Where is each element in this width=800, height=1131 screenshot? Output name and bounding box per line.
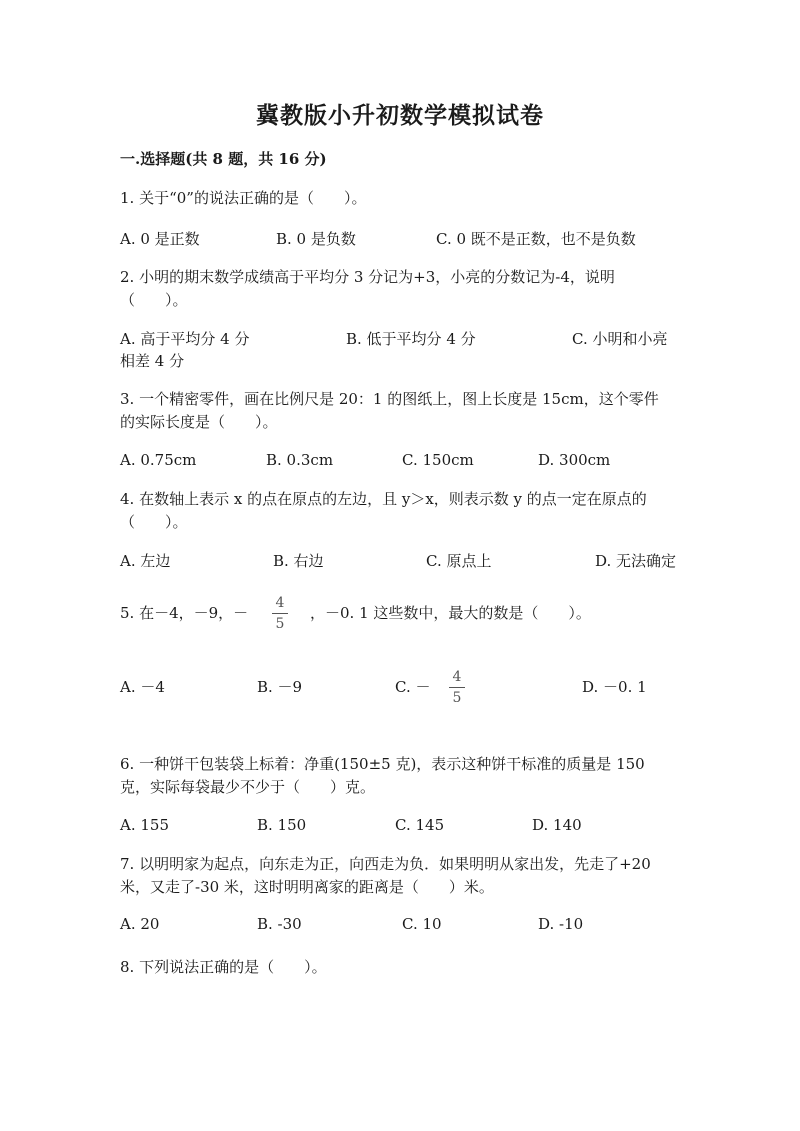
question-7-option-b: B. -30	[257, 915, 302, 933]
question-5-stem-part-2: ，－0. 1 这些数中，最大的数是（ ）。	[310, 604, 591, 622]
question-8-stem: 8. 下列说法正确的是（ ）。	[120, 958, 327, 976]
question-4-option-a: A. 左边	[120, 552, 171, 570]
question-5-option-d: D. －0. 1	[582, 678, 647, 696]
question-4-stem-line-1: 4. 在数轴上表示 x 的点在原点的左边，且 y＞x，则表示数 y 的点一定在原点的	[120, 490, 647, 508]
question-7-stem-line-2: 米，又走了-30 米，这时明明离家的距离是（ ）米。	[120, 878, 494, 896]
fraction-numerator: 4	[275, 595, 285, 611]
question-3-option-d: D. 300cm	[538, 451, 611, 469]
question-6-option-c: C. 145	[395, 816, 445, 834]
question-2-option-c: C. 小明和小亮	[572, 330, 668, 348]
question-6-option-a: A. 155	[120, 816, 169, 834]
question-4-option-b: B. 右边	[273, 552, 324, 570]
question-2-stem-line-2: （ ）。	[120, 291, 188, 309]
question-5-option-c-fraction	[445, 668, 469, 707]
question-5-option-c: C. －	[395, 678, 431, 696]
fraction-denominator: 5	[275, 616, 285, 632]
page-title: 冀教版小升初数学模拟试卷	[256, 102, 544, 129]
question-6-option-d: D. 140	[532, 816, 582, 834]
question-5-option-a: A. －4	[120, 678, 165, 696]
question-2-stem-line-1: 2. 小明的期末数学成绩高于平均分 3 分记为+3，小亮的分数记为-4，说明	[120, 268, 615, 286]
question-2-option-a: A. 高于平均分 4 分	[120, 330, 250, 348]
question-2-option-c-continued: 相差 4 分	[120, 352, 185, 370]
question-6-stem-line-1: 6. 一种饼干包装袋上标着：净重(150±5 克)，表示这种饼干标准的质量是 150	[120, 755, 645, 773]
question-3-stem-line-2: 的实际长度是（ ）。	[120, 413, 278, 431]
question-4-option-c: C. 原点上	[426, 552, 492, 570]
question-3-option-b: B. 0.3cm	[266, 451, 334, 469]
question-5-fraction	[268, 594, 292, 633]
question-1-option-a: A. 0 是正数	[120, 230, 200, 248]
fraction-numerator: 4	[452, 669, 462, 685]
question-6-option-b: B. 150	[257, 816, 307, 834]
question-5-stem-part-1: 5. 在－4，－9，－	[120, 604, 249, 622]
question-1-option-c: C. 0 既不是正数，也不是负数	[436, 230, 636, 248]
question-6-stem-line-2: 克，实际每袋最少不少于（ ）克。	[120, 778, 376, 796]
fraction-bar	[272, 613, 288, 614]
question-7-stem-line-1: 7. 以明明家为起点，向东走为正，向西走为负．如果明明从家出发，先走了+20	[120, 855, 651, 873]
fraction-denominator: 5	[452, 690, 462, 706]
question-3-stem-line-1: 3. 一个精密零件，画在比例尺是 20：1 的图纸上，图上长度是 15cm，这个零件	[120, 390, 659, 408]
section-heading: 一.选择题(共 8 题，共 16 分)	[120, 150, 327, 168]
question-5-option-b: B. －9	[257, 678, 303, 696]
question-7-option-d: D. -10	[538, 915, 584, 933]
question-4-stem-line-2: （ ）。	[120, 513, 188, 531]
question-1-option-b: B. 0 是负数	[276, 230, 356, 248]
question-2-option-b: B. 低于平均分 4 分	[346, 330, 476, 348]
question-7-option-c: C. 10	[402, 915, 442, 933]
fraction-bar	[449, 687, 465, 688]
question-7-option-a: A. 20	[120, 915, 160, 933]
question-4-option-d: D. 无法确定	[595, 552, 677, 570]
question-3-option-a: A. 0.75cm	[120, 451, 197, 469]
question-1-stem: 1. 关于“0”的说法正确的是（ ）。	[120, 189, 367, 207]
question-3-option-c: C. 150cm	[402, 451, 474, 469]
